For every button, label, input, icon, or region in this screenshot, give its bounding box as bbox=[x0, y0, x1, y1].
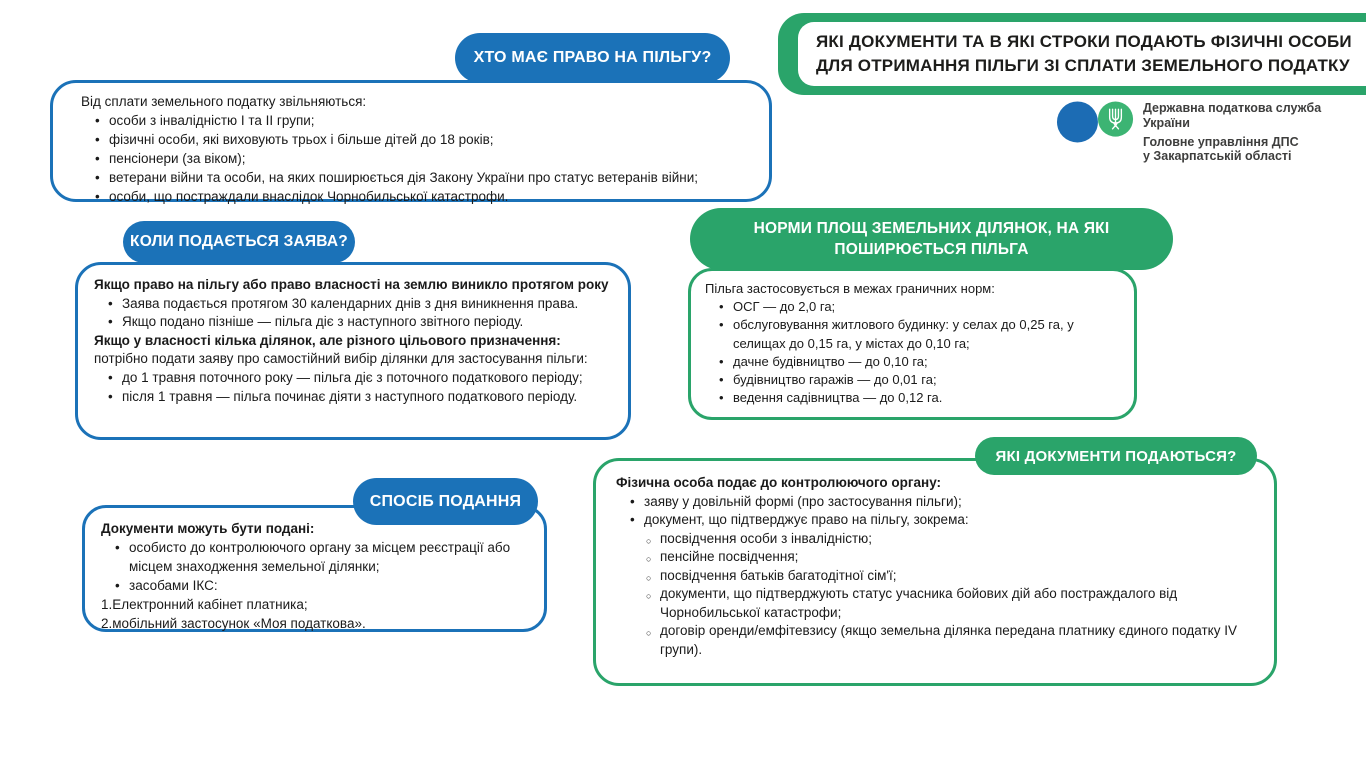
page-title-line1: ЯКІ ДОКУМЕНТИ ТА В ЯКІ СТРОКИ ПОДАЮТЬ ФІЗИЧНІ ОСОБИ bbox=[816, 32, 1352, 51]
list-item: • особисто до контролюючого органу за місцем реєстрації або місцем знаходження земельної ділянки; bbox=[115, 538, 530, 576]
list-item: • Якщо подано пізніше — пільга діє з наступного звітного періоду. bbox=[108, 313, 614, 332]
list-item: • документ, що підтверджує право на пільгу, зокрема: bbox=[630, 511, 1256, 530]
list-item: • Заява подається протягом 30 календарних днів з дня виникнення права. bbox=[108, 295, 614, 314]
card-who bbox=[50, 80, 772, 202]
when-heading-2: Якщо у власності кілька ділянок, але різного цільового призначення: bbox=[94, 332, 561, 348]
list-item: • фізичні особи, які виховують трьох і більше дітей до 18 років; bbox=[95, 130, 751, 149]
section-title-norms-line1: НОРМИ ПЛОЩ ЗЕМЕЛЬНИХ ДІЛЯНОК, НА ЯКІ bbox=[753, 220, 1110, 237]
list-item: • ведення садівництва — до 0,12 га. bbox=[719, 389, 1122, 407]
method-numbered-2: 2.мобільний застосунок «Моя податкова». bbox=[101, 616, 366, 631]
method-numbered-1: 1.Електронний кабінет платника; bbox=[101, 597, 308, 612]
method-list bbox=[101, 538, 530, 595]
section-title-norms-line2: ПОШИРЮЄТЬСЯ ПІЛЬГА bbox=[834, 241, 1029, 258]
tax-service-logo bbox=[1056, 98, 1366, 163]
org-unit-line1: Головне управління ДПС bbox=[1143, 135, 1299, 149]
when-subheading-2: потрібно подати заяву про самостійний вибір ділянки для застосування пільги: bbox=[94, 351, 588, 367]
section-title-method-label: СПОСІБ ПОДАННЯ bbox=[369, 492, 522, 510]
section-title-method bbox=[353, 478, 538, 525]
who-intro: Від сплати земельного податку звільняються: bbox=[81, 94, 367, 109]
when-heading-1: Якщо право на пільгу або право власності на землю виникло протягом року bbox=[94, 277, 609, 292]
page-title-line2: ДЛЯ ОТРИМАННЯ ПІЛЬГИ ЗІ СПЛАТИ ЗЕМЕЛЬНОГО ПОДАТКУ bbox=[816, 56, 1350, 75]
list-item: ○ договір оренди/емфітевзису (якщо земельна ділянка передана платнику єдиного податку ІV групи). bbox=[646, 622, 1256, 659]
section-title-who-label: ХТО МАЄ ПРАВО НА ПІЛЬГУ? bbox=[473, 49, 712, 66]
docs-heading: Фізична особа подає до контролюючого органу: bbox=[616, 475, 942, 490]
list-item: ○ документи, що підтверджують статус учасника бойових дій або постраждалого від Чорнобильської катастрофи; bbox=[646, 585, 1256, 622]
section-title-docs bbox=[975, 437, 1257, 475]
section-title-when-label: КОЛИ ПОДАЄТЬСЯ ЗАЯВА? bbox=[130, 233, 348, 250]
section-title-who bbox=[455, 33, 730, 83]
section-title-docs-label: ЯКІ ДОКУМЕНТИ ПОДАЮТЬСЯ? bbox=[995, 447, 1237, 465]
section-title-when bbox=[123, 221, 355, 263]
card-norms bbox=[688, 268, 1137, 420]
method-heading: Документи можуть бути подані: bbox=[101, 521, 315, 536]
norms-list bbox=[705, 298, 1122, 407]
who-list bbox=[81, 111, 751, 206]
list-item: • ОСГ — до 2,0 га; bbox=[719, 298, 1122, 316]
logo-text bbox=[1143, 98, 1366, 163]
list-item: • обслуговування житлового будинку: у селах до 0,25 га, у селищах до 0,15 га, у містах до 0,10 га; bbox=[719, 316, 1122, 352]
list-item: • будівництво гаражів — до 0,01 га; bbox=[719, 371, 1122, 389]
norms-intro: Пільга застосовується в межах граничних норм: bbox=[705, 281, 995, 296]
list-item: • ветерани війни та особи, на яких поширюється дія Закону України про статус ветеранів війни; bbox=[95, 168, 751, 187]
card-when bbox=[75, 262, 631, 440]
when-list-1 bbox=[94, 295, 614, 332]
org-name: Державна податкова служба України bbox=[1143, 101, 1322, 130]
list-item: • пенсіонери (за віком); bbox=[95, 149, 751, 168]
docs-sublist bbox=[616, 530, 1256, 660]
when-list-2 bbox=[94, 369, 614, 406]
list-item: • після 1 травня — пільга починає діяти з наступного податкового періоду. bbox=[108, 388, 614, 407]
list-item: • засобами ІКС: bbox=[115, 576, 530, 595]
list-item: • заяву у довільній формі (про застосування пільги); bbox=[630, 493, 1256, 512]
list-item: ○ посвідчення батьків багатодітної сім'ї; bbox=[646, 567, 1256, 586]
list-item: • дачне будівництво — до 0,10 га; bbox=[719, 353, 1122, 371]
list-item: • особи, що постраждали внаслідок Чорнобильської катастрофи. bbox=[95, 187, 751, 206]
list-item: ○ посвідчення особи з інвалідністю; bbox=[646, 530, 1256, 549]
docs-list bbox=[616, 493, 1256, 530]
logo-circles bbox=[1056, 98, 1136, 144]
header-card-inner bbox=[798, 22, 1366, 86]
card-docs bbox=[593, 458, 1277, 686]
list-item: ○ пенсійне посвідчення; bbox=[646, 548, 1256, 567]
list-item: • до 1 травня поточного року — пільга діє з поточного податкового періоду; bbox=[108, 369, 614, 388]
section-title-norms bbox=[690, 208, 1173, 270]
blue-circle-icon bbox=[1057, 101, 1098, 142]
org-unit-line2: у Закарпатській області bbox=[1143, 149, 1292, 163]
list-item: • особи з інвалідністю І та ІІ групи; bbox=[95, 111, 751, 130]
header-card bbox=[778, 13, 1366, 95]
